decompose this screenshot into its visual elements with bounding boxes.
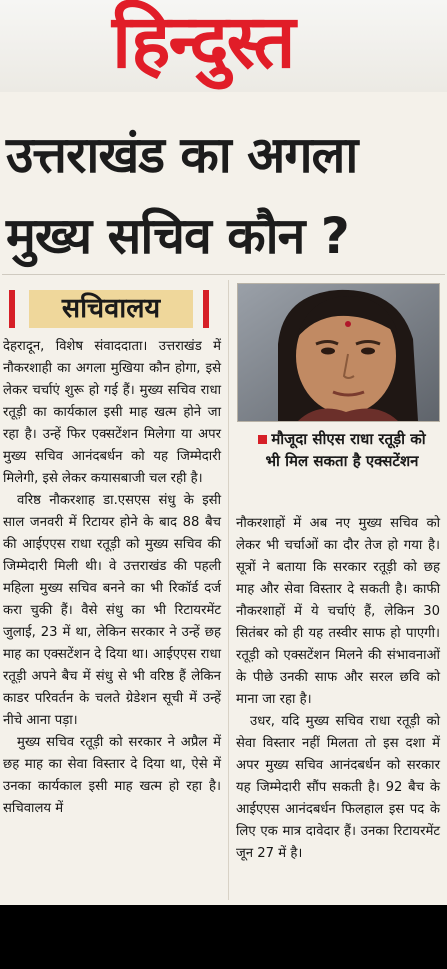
paragraph: वरिष्ठ नौकरशाह डा.एसएस संधु के इसी साल जनवरी में रिटायर होने के बाद 88 बैच की आईएएस राधा रतूड़ी को मुख्य सचिव की जिम्मेदारी मिली थी। वे उत्तराखंड की पहली महिला मुख्य सचिव बनने का भी रिकॉर्ड दर्ज करा चुकी हैं। वैसे संधु का भी रिटायरमेंट जुलाई, 23 में था, लेकिन सरकार ने उन्हें छह माह का एक्सटेंशन दे दिया था। आईएएस राधा रतूड़ी अपने बैच में संधु से भी वरिष्ठ हैं लेकिन काडर परिवर्तन के चलते ग्रेडेशन सूची में उन्हें नीचे आना पड़ा। <box>3 493 221 728</box>
article-column-right <box>236 513 440 865</box>
bullet-square-icon <box>258 435 267 444</box>
masthead-title: हिन्दुस्त <box>112 0 294 85</box>
paragraph: नौकरशाहों में अब नए मुख्य सचिव को लेकर भी चर्चाओं का दौर तेज हो गया है। सूत्रों ने बताया कि सरकार रतूड़ी को छह माह और सेवा विस्तार दे सकती है। काफी नौकरशाहों में ये चर्चाएं हैं, लेकिन 30 सितंबर को ही यह तस्वीर साफ हो पाएगी। रतूड़ी को एक्सटेंशन मिलने की संभावनाओं के पीछे उनकी साफ और सरल छवि को माना जा रहा है। <box>236 516 440 707</box>
photo-caption-text: मौजूदा सीएस राधा रतूड़ी को भी मिल सकता है एक्सटेंशन <box>265 430 426 470</box>
headline-line-1: उत्तराखंड का अगला <box>6 126 358 184</box>
masthead <box>0 0 447 92</box>
section-label: सचिवालय <box>29 290 193 328</box>
photo-caption <box>252 428 432 472</box>
section-bar-right <box>203 290 209 328</box>
headline-line-2: मुख्य सचिव कौन ? <box>6 207 349 265</box>
section-bar-left <box>9 290 15 328</box>
portrait-photo <box>237 283 440 422</box>
article-column-left <box>3 336 221 820</box>
screen-bottom-bar <box>0 905 447 969</box>
column-divider <box>228 280 229 900</box>
paragraph: मुख्य सचिव रतूड़ी को सरकार ने अप्रैल में छह माह का सेवा विस्तार दे दिया था, ऐसे में उनका कार्यकाल इसी माह खत्म हो रहा है। सचिवालय में <box>3 735 221 816</box>
divider <box>2 274 445 275</box>
portrait-illustration <box>238 284 439 421</box>
paragraph: उधर, यदि मुख्य सचिव राधा रतूड़ी को सेवा विस्तार नहीं मिलता तो इस दशा में अपर मुख्य सचिव आनंदबर्धन को सरकार यह जिम्मेदारी सौंप सकती है। 92 बैच के आईएएस आनंदबर्धन फिलहाल इस पद के लिए एक मात्र दावेदार हैं। उनका रिटायरमेंट जून 27 में है। <box>236 714 440 861</box>
section-tag <box>9 288 209 330</box>
paragraph: देहरादून, विशेष संवाददाता। उत्तराखंड में नौकरशाही का अगला मुखिया कौन होगा, इसे लेकर चर्चाएं शुरू हो गई हैं। मुख्य सचिव राधा रतूड़ी का कार्यकाल इसी माह खत्म होने जा रहा है। उन्हें फिर एक्सटेंशन मिलेगा या अपर मुख्य सचिव आनंदबर्धन को यह जिम्मेदारी मिलेगी, इसे लेकर कयासबाजी चल रही है। <box>3 339 221 486</box>
